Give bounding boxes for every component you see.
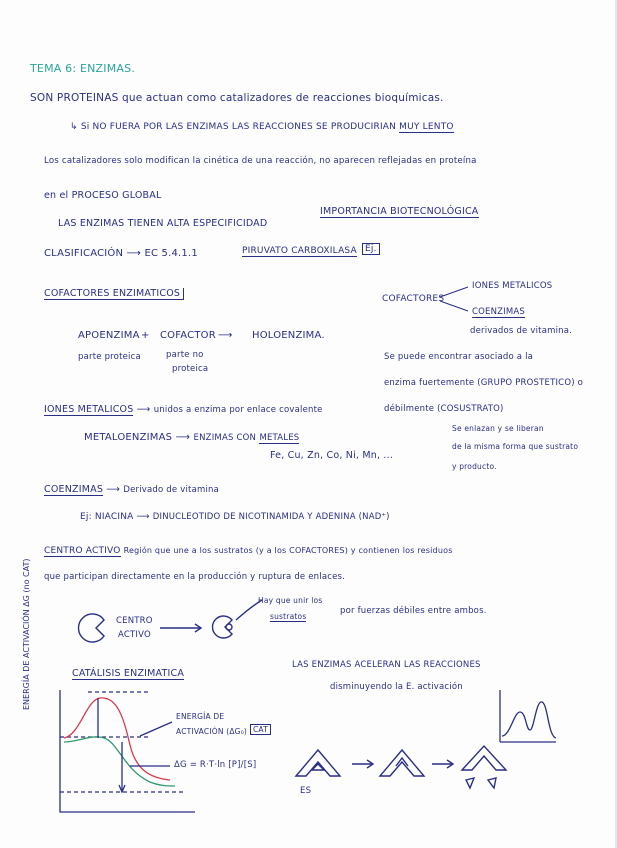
coenzimas-text: Derivado de vitamina (123, 485, 220, 495)
centro-note-1: Hay que unir los (258, 596, 323, 605)
energia-activacion-label-2: ACTIVACIÓN (ΔG₀) (176, 727, 248, 736)
centro-activo-text-1: Región que une a los sustratos (y a los COFACTORES) y contienen los residuos (123, 546, 453, 555)
catalisis-graph (60, 690, 195, 812)
equation-apoenzima: APOENZIMA (78, 330, 140, 341)
clasificacion-name: PIRUVATO CARBOXILASA (242, 246, 357, 256)
centro-activo-line-2: que participan directamente en la producción y ruptura de enlaces. (44, 572, 346, 582)
catalisis-yaxis-label: ENERGÍA DE ACTIVACIÓN ΔG (no CAT) (22, 558, 31, 710)
asociado-sub-3: y producto. (452, 462, 497, 471)
ejemplo-prefix: Ej: (80, 512, 92, 522)
asociado-sub-1: Se enlazan y se liberan (452, 424, 544, 433)
delta-g-formula: ΔG = R·T·ln [P]/[S] (174, 760, 257, 770)
energy-peaks-sketch (500, 690, 556, 742)
ejemplo-vitamina: NIACINA (94, 512, 134, 522)
equation-apoenzima-note: parte proteica (78, 352, 141, 362)
equation-holoenzima: HOLOENZIMA. (252, 330, 325, 341)
asociado-line-2: enzima fuertemente (GRUPO PROSTETICO) o (384, 378, 584, 388)
arrow-right-icon: ⟶ (126, 248, 145, 259)
clasificacion-tag: Ej. (362, 243, 380, 255)
catalizadores-line-1: Los catalizadores solo modifican la cinética de una reacción, no aparecen reflejadas en proteína (44, 156, 477, 166)
asociado-line-3: débilmente (COSUSTRATO) (384, 404, 504, 414)
energia-activacion-label-1: ENERGÍA DE (176, 712, 225, 721)
equation-plus: + (141, 330, 150, 341)
equation-cofactor-note-2: proteica (172, 364, 209, 374)
especificidad-line: LAS ENZIMAS TIENEN ALTA ESPECIFICIDAD (58, 218, 268, 229)
es-label: ES (300, 786, 312, 796)
coenzimas-label: COENZIMAS (44, 484, 104, 495)
catalisis-title: CATÁLISIS ENZIMATICA (72, 668, 185, 679)
metaloenzimas-metales: METALES (259, 433, 300, 443)
page-title: TEMA 6: ENZIMAS. (30, 62, 136, 75)
ejemplo-text: DINUCLEOTIDO DE NICOTINAMIDA Y ADENINA (NAD⁺) (152, 512, 390, 522)
aceleran-line-2: disminuyendo la E. activación (330, 682, 463, 692)
cofactores-tree-arrows (440, 287, 468, 311)
arrow-right-icon: ⟶ (106, 484, 124, 495)
importancia-heading: IMPORTANCIA BIOTECNOLÓGICA (320, 206, 479, 217)
aceleran-line-1: LAS ENZIMAS ACELERAN LAS REACCIONES (292, 660, 481, 670)
centro-label-1: CENTRO (116, 616, 153, 626)
arrow-right-icon: ⟶ (136, 512, 153, 522)
centro-label-2: ACTIVO (118, 630, 151, 640)
cofactores-branch-note: derivados de vitamina. (470, 326, 573, 336)
centro-note-2: sustratos (270, 612, 307, 621)
catalizadores-line-2: en el PROCESO GLOBAL (44, 190, 162, 201)
cofactores-branch-coenzimas: COENZIMAS (472, 307, 526, 317)
clasificacion-label: CLASIFICACIÓN (44, 248, 124, 259)
cofactores-heading: COFACTORES ENZIMATICOS (44, 288, 184, 300)
metales-list: Fe, Cu, Zn, Co, Ni, Mn, ... (270, 450, 394, 461)
cat-badge: CAT (250, 724, 271, 735)
equation-cofactor-note-1: parte no (166, 350, 204, 360)
centro-activo-shape (79, 600, 262, 642)
intro-line: SON PROTEINAS que actuan como catalizadores de reacciones bioquímicas. (30, 92, 444, 104)
arrow-right-icon: ⟶ (175, 432, 194, 443)
green-curve (64, 737, 175, 786)
centro-activo-label: CENTRO ACTIVO (44, 546, 121, 556)
arrow-right-icon: ⟶ (136, 404, 154, 415)
iones-label: IONES METALICOS (44, 404, 134, 415)
metaloenzimas-text: ENZIMAS CON (193, 433, 257, 443)
metaloenzimas-label: METALOENZIMAS (84, 432, 173, 443)
cofactores-root: COFACTORES (382, 294, 445, 304)
equation-cofactor: COFACTOR (160, 330, 216, 341)
asociado-sub-2: de la misma forma que sustrato (452, 442, 579, 451)
arrow-note-text: Si NO FUERA POR LAS ENZIMAS LAS REACCIONES SE PRODUCIRIAN (80, 122, 397, 132)
red-curve (64, 698, 170, 780)
equation-arrow-icon: ⟶ (218, 330, 233, 341)
clasificacion-code: EC 5.4.1.1 (144, 248, 198, 259)
es-complex-sequence (296, 746, 506, 788)
asociado-line-1: Se puede encontrar asociado a la (384, 352, 534, 362)
arrow-note-emphasis: MUY LENTO (399, 122, 454, 132)
iones-text: unidos a enzima por enlace covalente (153, 405, 323, 415)
cofactores-branch-iones: IONES METALICOS (472, 281, 553, 291)
centro-note-3: por fuerzas débiles entre ambos. (340, 606, 487, 616)
arrow-icon: ↳ (70, 122, 81, 132)
